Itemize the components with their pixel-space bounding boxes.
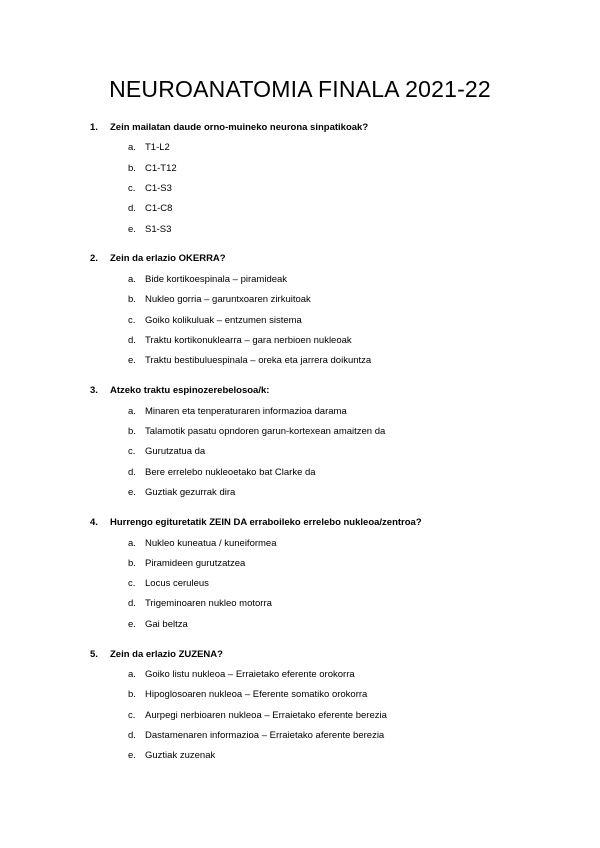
option-letter: e. [128, 355, 136, 366]
answer-option [128, 274, 287, 286]
answer-option [128, 467, 316, 479]
option-letter: a. [128, 669, 136, 680]
option-text: Bere errelebo nukleoetako bat Clarke da [145, 467, 316, 478]
answer-option [128, 335, 352, 347]
option-text: C1-T12 [145, 163, 177, 174]
option-letter: b. [128, 689, 136, 700]
option-letter: c. [128, 710, 136, 721]
answer-option [128, 487, 235, 499]
question-text: Zein mailatan daude orno-muineko neurona sinpatikoak? [110, 122, 369, 133]
option-letter: e. [128, 224, 136, 235]
option-text: C1-C8 [145, 203, 173, 214]
answer-option [128, 406, 347, 418]
option-letter: c. [128, 315, 136, 326]
question-text: Zein da erlazio ZUZENA? [110, 649, 223, 660]
option-text: Locus ceruleus [145, 578, 209, 589]
option-text: Dastamenaren informazioa – Erraietako aferente berezia [145, 730, 385, 741]
option-letter: e. [128, 750, 136, 761]
answer-option [128, 355, 371, 367]
option-letter: b. [128, 294, 136, 305]
option-text: Guztiak gezurrak dira [145, 487, 236, 498]
option-text: Gai beltza [145, 619, 188, 630]
option-text: Traktu kortikonuklearra – gara nerbioen nukleoak [145, 335, 352, 346]
question-text: Atzeko traktu espinozerebelosoa/k: [110, 385, 270, 396]
option-letter: b. [128, 558, 136, 569]
answer-option [128, 163, 177, 175]
answer-option [128, 183, 172, 195]
question-text: Hurrengo egituretatik ZEIN DA erraboileko errelebo nukleoa/zentroa? [110, 517, 422, 528]
option-text: Goiko kolikuluak – entzumen sistema [145, 315, 302, 326]
option-text: Gurutzatua da [145, 446, 206, 457]
option-text: Talamotik pasatu opndoren garun-kortexean amaitzen da [145, 426, 386, 437]
answer-option [128, 558, 245, 570]
answer-option [128, 598, 272, 610]
option-text: C1-S3 [145, 183, 172, 194]
question-2 [90, 253, 226, 265]
option-text: Minaren eta tenperaturaren informazioa darama [145, 406, 347, 417]
option-letter: b. [128, 426, 136, 437]
question-3 [90, 385, 269, 397]
question-number: 1. [90, 122, 98, 133]
option-text: Goiko listu nukleoa – Erraietako eferente orokorra [145, 669, 355, 680]
option-text: Bide kortikoespinala – piramideak [145, 274, 288, 285]
option-text: T1-L2 [145, 142, 170, 153]
answer-option [128, 710, 387, 722]
question-1 [90, 122, 368, 134]
answer-option [128, 224, 171, 236]
option-text: Hipoglosoaren nukleoa – Eferente somatiko orokorra [145, 689, 368, 700]
option-text: Aurpegi nerbioaren nukleoa – Erraietako eferente berezia [145, 710, 387, 721]
option-text: S1-S3 [145, 224, 172, 235]
answer-option [128, 538, 277, 550]
answer-option [128, 203, 172, 215]
option-text: Nukleo kuneatua / kuneiformea [145, 538, 277, 549]
option-text: Guztiak zuzenak [145, 750, 216, 761]
answer-option [128, 578, 209, 590]
question-4 [90, 517, 422, 529]
answer-option [128, 426, 385, 438]
answer-option [128, 750, 215, 762]
option-letter: a. [128, 538, 136, 549]
question-text: Zein da erlazio OKERRA? [110, 253, 226, 264]
answer-option [128, 619, 188, 631]
option-text: Nukleo gorria – garuntxoaren zirkuitoak [145, 294, 311, 305]
answer-option [128, 669, 355, 681]
answer-option [128, 294, 311, 306]
option-letter: a. [128, 406, 136, 417]
option-letter: c. [128, 578, 136, 589]
option-letter: b. [128, 163, 136, 174]
question-number: 5. [90, 649, 98, 660]
option-letter: d. [128, 730, 136, 741]
option-letter: a. [128, 274, 136, 285]
question-5 [90, 649, 223, 661]
answer-option [128, 446, 205, 458]
option-letter: a. [128, 142, 136, 153]
option-letter: d. [128, 467, 136, 478]
option-text: Traktu bestibuluespinala – oreka eta jarrera doikuntza [145, 355, 372, 366]
option-letter: e. [128, 619, 136, 630]
option-text: Trigeminoaren nukleo motorra [145, 598, 272, 609]
option-letter: d. [128, 203, 136, 214]
option-letter: c. [128, 183, 136, 194]
option-letter: d. [128, 335, 136, 346]
option-letter: d. [128, 598, 136, 609]
question-number: 4. [90, 517, 98, 528]
answer-option [128, 142, 170, 154]
question-number: 2. [90, 253, 98, 264]
answer-option [128, 730, 384, 742]
option-letter: c. [128, 446, 136, 457]
answer-option [128, 689, 367, 701]
option-letter: e. [128, 487, 136, 498]
answer-option [128, 315, 302, 327]
page-title: NEUROANATOMIA FINALA 2021-22 [109, 76, 491, 102]
question-number: 3. [90, 385, 98, 396]
option-text: Piramideen gurutzatzea [145, 558, 246, 569]
